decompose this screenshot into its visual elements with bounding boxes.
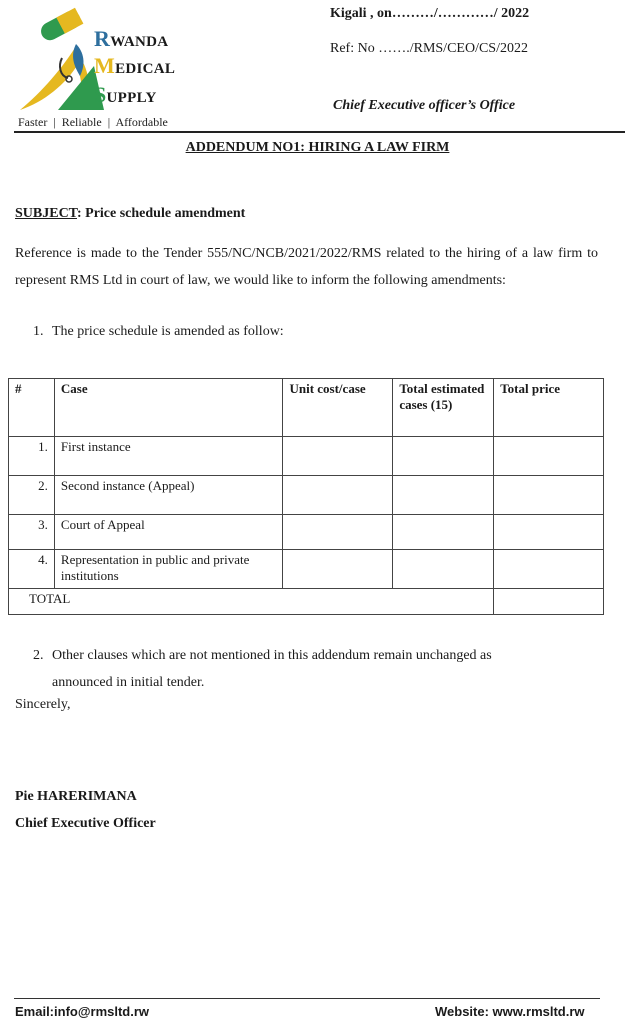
table-header-row: [9, 379, 604, 437]
list-item-text: The price schedule is amended as follow:: [52, 324, 284, 339]
signatory-name: Pie HARERIMANA: [15, 789, 137, 804]
col-header-case: Case: [54, 379, 283, 437]
list-item-number: 1.: [33, 324, 44, 339]
office-name: Chief Executive officer’s Office: [333, 98, 516, 113]
brand-rest-supply: UPPLY: [106, 90, 157, 106]
col-header-unit-cost: Unit cost/case: [283, 379, 393, 437]
brand-tagline: Faster | Reliable | Affordable: [18, 115, 168, 129]
row-estimated-cases-cell[interactable]: [393, 550, 494, 589]
footer-divider: [14, 998, 600, 999]
brand-line-supply: [94, 82, 157, 108]
footer-website: Website: www.rmsltd.rw: [435, 1004, 585, 1019]
subject-text: : Price schedule amendment: [76, 206, 246, 221]
brand-initial-m: M: [94, 53, 116, 78]
closing-salutation: Sincerely,: [15, 697, 71, 712]
row-unit-cost-cell[interactable]: [283, 515, 393, 550]
table-row: [9, 515, 604, 550]
total-label: TOTAL: [9, 589, 494, 615]
row-unit-cost-cell[interactable]: [283, 437, 393, 476]
grand-total-cell[interactable]: [494, 589, 604, 615]
row-total-price-cell[interactable]: [494, 476, 604, 515]
row-total-price-cell[interactable]: [494, 437, 604, 476]
row-unit-cost-cell[interactable]: [283, 550, 393, 589]
brand-rest-rwanda: WANDA: [110, 34, 169, 50]
subject-line: [15, 206, 245, 222]
row-case: First instance: [54, 437, 283, 476]
list-item-2: [33, 642, 553, 696]
row-unit-cost-cell[interactable]: [283, 476, 393, 515]
col-header-number: #: [9, 379, 55, 437]
brand-initial-r: R: [94, 26, 111, 51]
row-estimated-cases-cell[interactable]: [393, 437, 494, 476]
price-schedule-table: [8, 378, 604, 615]
subject-label: SUBJECT: [15, 206, 77, 221]
row-number: 2.: [9, 476, 55, 515]
table-row: [9, 476, 604, 515]
row-estimated-cases-cell[interactable]: [393, 515, 494, 550]
document-title: ADDENDUM NO1: HIRING A LAW FIRM: [185, 140, 450, 155]
row-case: Court of Appeal: [54, 515, 283, 550]
col-header-estimated-cases: Total estimated cases (15): [393, 379, 494, 437]
col-header-total-price: Total price: [494, 379, 604, 437]
intro-paragraph: Reference is made to the Tender 555/NC/NCB/2021/2022/RMS related to the hiring of a law firm to represent RMS Ltd in court of law, we would like to inform the following amendments:: [15, 246, 598, 288]
brand-initial-s: S: [94, 82, 107, 107]
row-case: Second instance (Appeal): [54, 476, 283, 515]
row-total-price-cell[interactable]: [494, 550, 604, 589]
place-date: Kigali , on………/…………/ 2022: [330, 6, 530, 21]
footer-email: Email:info@rmsltd.rw: [15, 1004, 150, 1019]
list-item-text: Other clauses which are not mentioned in this addendum remain unchanged as announced in initial tender.: [52, 648, 492, 690]
table-total-row: [9, 589, 604, 615]
header-divider: [14, 131, 625, 133]
brand-rest-medical: EDICAL: [115, 61, 176, 77]
table-row: [9, 550, 604, 589]
row-number: 4.: [9, 550, 55, 589]
brand-line-medical: [94, 53, 175, 79]
list-item-number: 2.: [33, 648, 44, 663]
row-estimated-cases-cell[interactable]: [393, 476, 494, 515]
brand-line-rwanda: [94, 26, 168, 52]
reference-number: Ref: No ……./RMS/CEO/CS/2022: [330, 41, 528, 56]
list-item-1: [33, 324, 284, 340]
row-case: Representation in public and private institutions: [54, 550, 283, 589]
row-number: 3.: [9, 515, 55, 550]
row-number: 1.: [9, 437, 55, 476]
signatory-title: Chief Executive Officer: [15, 816, 156, 831]
row-total-price-cell[interactable]: [494, 515, 604, 550]
table-row: [9, 437, 604, 476]
